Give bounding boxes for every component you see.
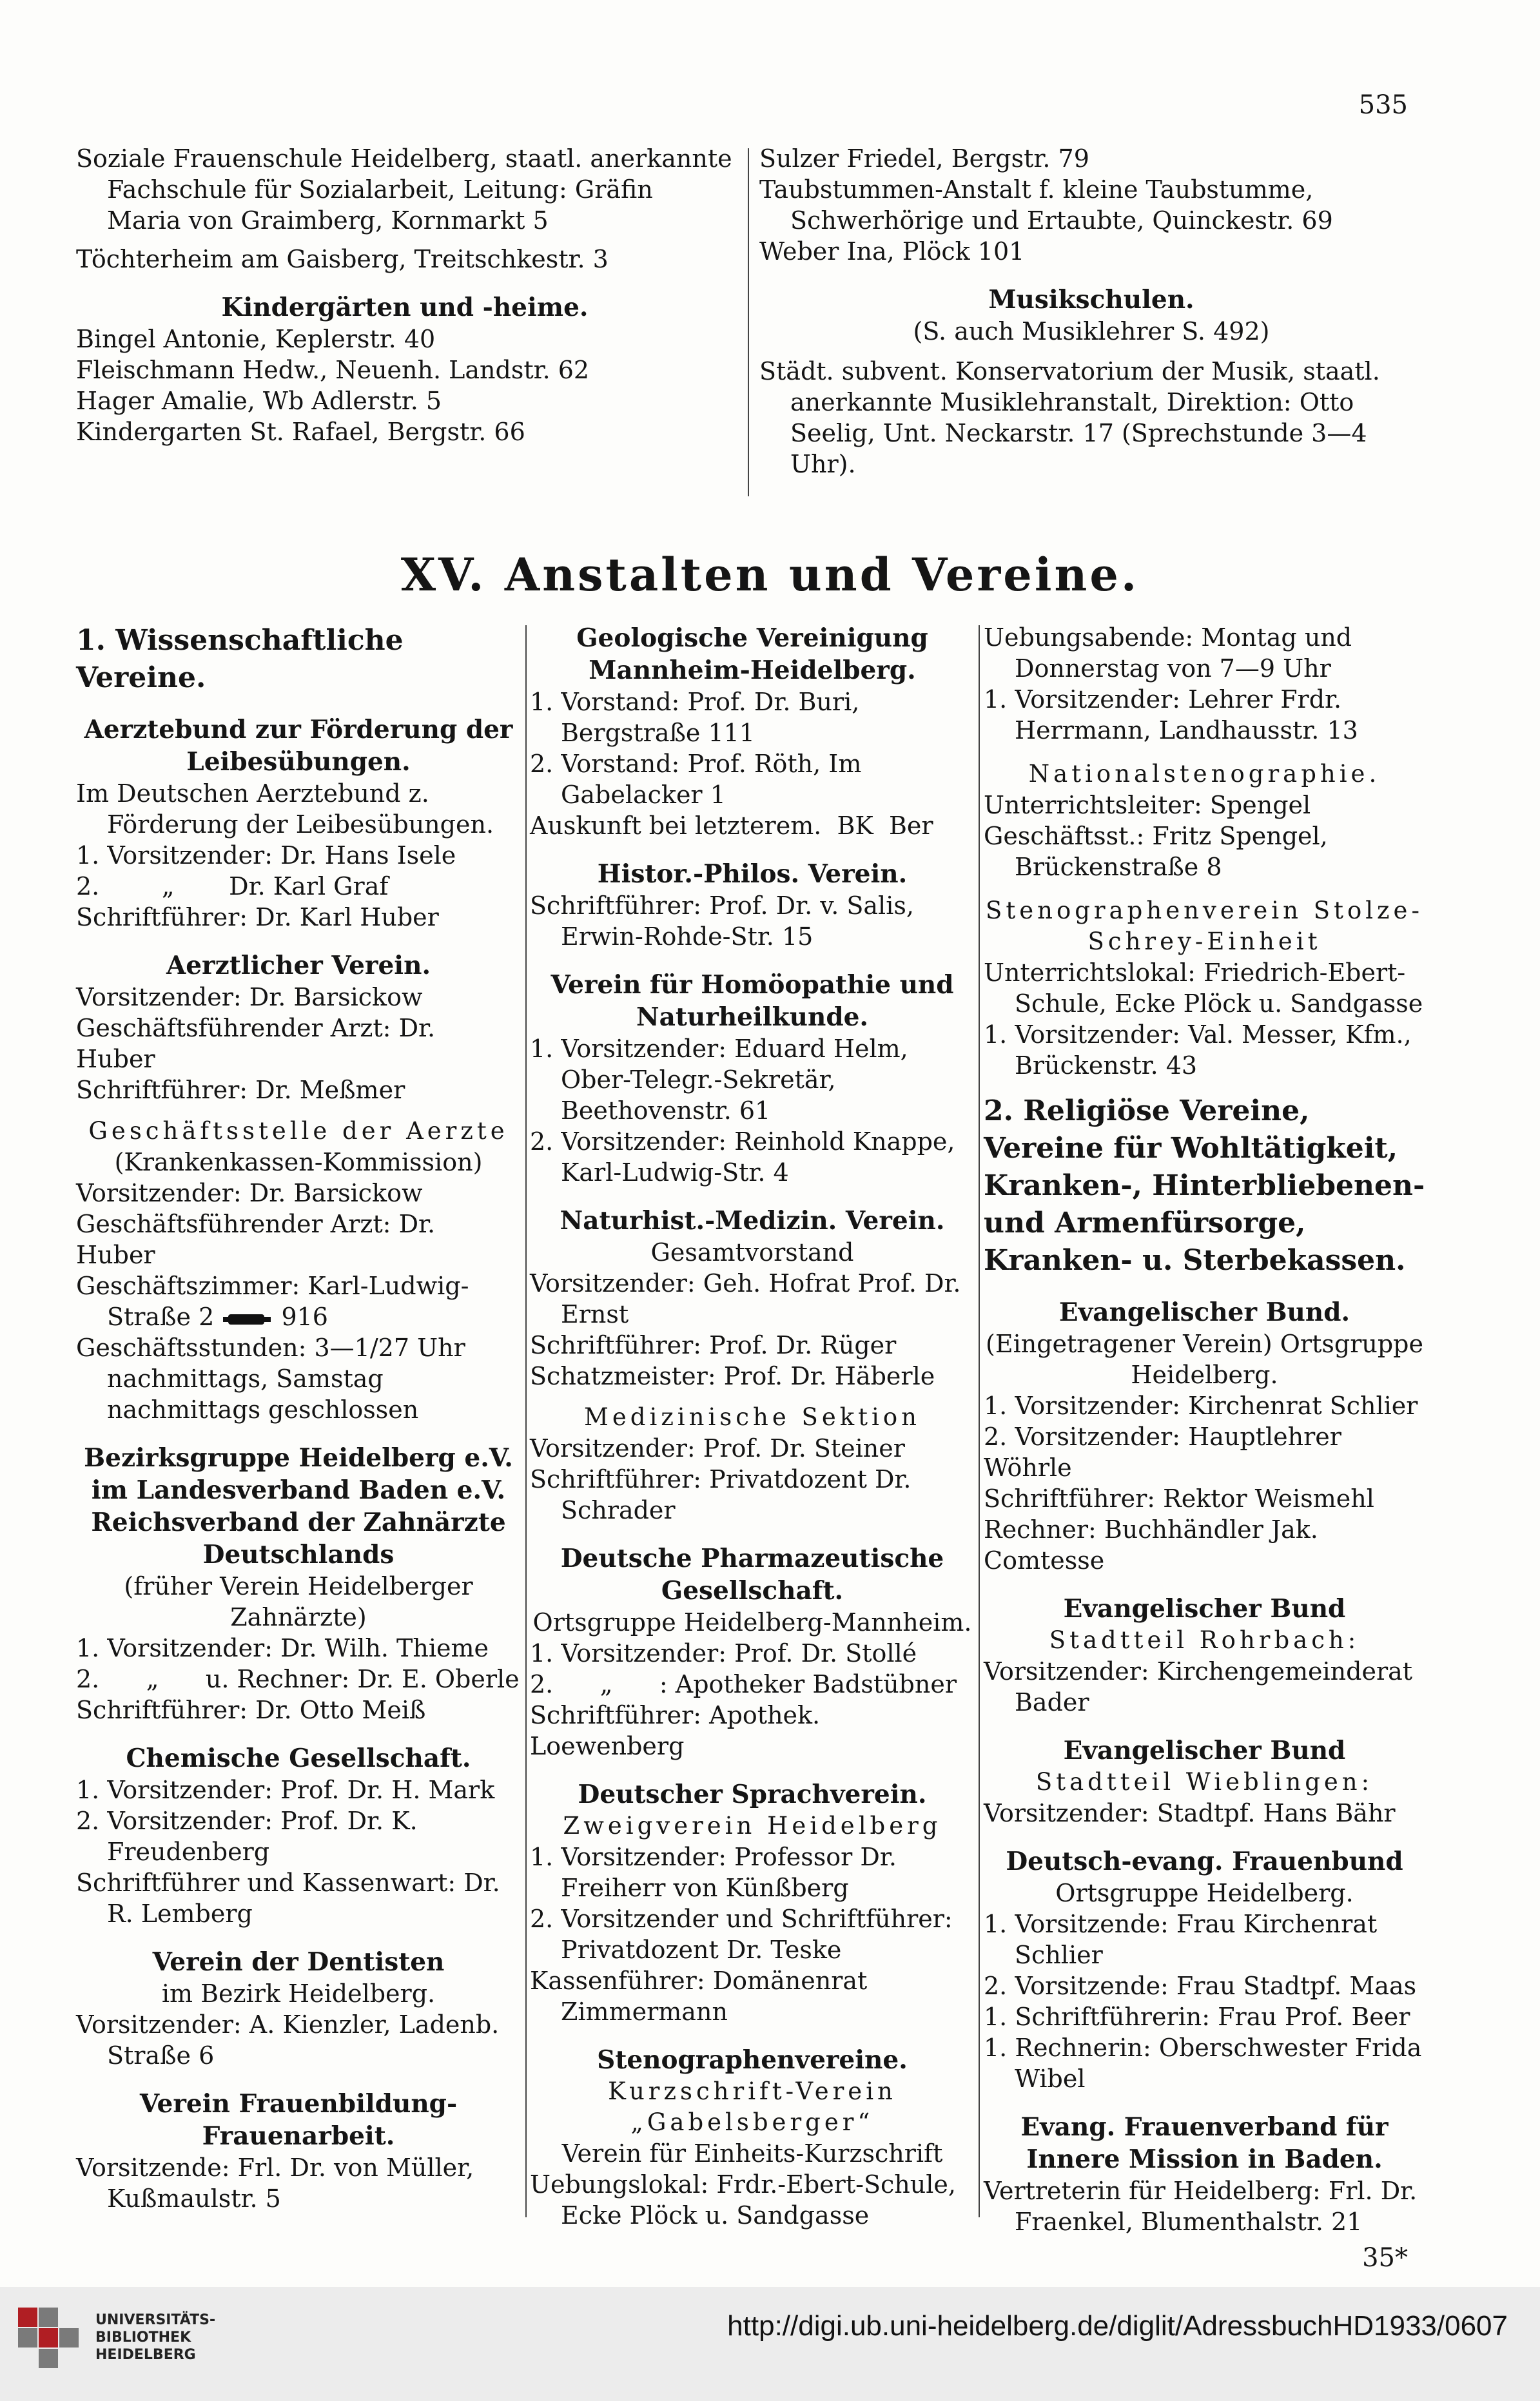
subsection-title: 2. Religiöse Vereine, Vereine für Wohltätigkeit, Kranken-, Hinterbliebenen- und Armenfürsorge, Kranken- u. Sterbekassen.	[984, 1094, 1425, 1277]
entry: Vorsitzender: Kirchengemeinderat Bader	[984, 1657, 1413, 1716]
entry: Im Deutschen Aerztebund z. Förderung der Leibesübungen.	[76, 779, 494, 839]
subheading: Stadtteil Rohrbach:	[1049, 1626, 1360, 1654]
source-url-link[interactable]: http://digi.ub.uni-heidelberg.de/diglit/AdressbuchHD1933/0607	[727, 2310, 1508, 2342]
footer-bar	[0, 2287, 1540, 2401]
column-rule	[525, 625, 527, 2217]
subheading: (früher Verein Heidelberger Zahnärzte)	[124, 1572, 473, 1631]
heading: Medizinische Sektion	[584, 1403, 921, 1431]
subsection-title: 1. Wissenschaftliche Vereine.	[76, 624, 404, 694]
entry: 2. Vorsitzende: Frau Stadtpf. Maas	[984, 1972, 1417, 2000]
column-1	[76, 622, 521, 2214]
heading: Evangelischer Bund	[1063, 1736, 1346, 1765]
entry: Schriftführer und Kassenwart: Dr. R. Lemberg	[76, 1869, 500, 1928]
entry: 1. Vorsitzender: Professor Dr. Freiherr von Künßberg	[530, 1843, 897, 1902]
page-number: 535	[1358, 90, 1408, 120]
entry: Vertreterin für Heidelberg: Frl. Dr. Fraenkel, Blumenthalstr. 21	[984, 2177, 1418, 2236]
column-3	[984, 622, 1425, 2237]
subheading: Kurzschrift-Verein „Gabelsberger“	[608, 2077, 897, 2136]
entry: 1. Rechnerin: Oberschwester Frida Wibel	[984, 2034, 1422, 2093]
heading: Nationalstenographie.	[1028, 760, 1381, 788]
heading: Deutscher Sprachverein.	[578, 1780, 927, 1809]
entry: 1. Vorsitzender: Dr. Hans Isele	[76, 841, 456, 870]
entry: 1. Schriftführerin: Frau Prof. Beer	[984, 2003, 1410, 2031]
heading: Stenographenverein Stolze-Schrey-Einheit	[986, 897, 1423, 955]
heading: Verein der Dentisten	[152, 1947, 445, 1977]
entry: 1. Vorsitzender: Kirchenrat Schlier	[984, 1392, 1418, 1420]
entry: 1. Vorsitzender: Prof. Dr. Stollé	[530, 1639, 917, 1667]
entry: 2. Vorsitzender und Schriftführer: Privatdozent Dr. Teske	[530, 1905, 953, 1964]
heading: Naturhist.-Medizin. Verein.	[560, 1206, 945, 1236]
heading: Evang. Frauenverband für Innere Mission in Baden.	[1020, 2112, 1389, 2174]
heading: Geschäftsstelle der Aerzte	[88, 1117, 509, 1145]
heading: Aerztebund zur Förderung der Leibesübungen.	[84, 715, 513, 777]
library-line: UNIVERSITÄTS-	[95, 2312, 216, 2328]
entry: 1. Vorsitzender: Val. Messer, Kfm., Brückenstr. 43	[984, 1020, 1412, 1080]
entry: Geschäftsführender Arzt: Dr. Huber	[76, 1014, 436, 1073]
entry: Uebungsabende: Montag und Donnerstag von 7—9 Uhr	[984, 623, 1352, 683]
entry: Hager Amalie, Wb Adlerstr. 5	[76, 387, 442, 415]
library-line: BIBLIOTHEK	[95, 2329, 191, 2346]
entry: 2. „ Dr. Karl Graf	[76, 872, 389, 900]
entry: Töchterheim am Gaisberg, Treitschkestr. 3	[76, 245, 609, 273]
column-2	[530, 622, 975, 2231]
entry: Vorsitzender: Prof. Dr. Steiner	[530, 1434, 905, 1463]
library-logo-icon	[13, 2302, 84, 2373]
heading-musikschulen: Musikschulen.	[988, 285, 1194, 315]
library-name	[95, 2311, 215, 2364]
entry: Vorsitzender: Geh. Hofrat Prof. Dr. Ernst	[530, 1269, 961, 1328]
entry: Verein für Einheits-Kurzschrift	[561, 2139, 943, 2168]
entry: Schriftführer: Prof. Dr. Rüger	[530, 1331, 897, 1359]
entry: Weber Ina, Plöck 101	[759, 237, 1025, 266]
subheading: im Bezirk Heidelberg.	[161, 1979, 436, 2008]
entry: Schriftführer: Apothek. Loewenberg	[530, 1701, 821, 1760]
heading: Evangelischer Bund	[1063, 1594, 1346, 1624]
heading: Geologische Vereinigung Mannheim-Heidelberg.	[576, 623, 928, 685]
entry: 2. Vorsitzender: Hauptlehrer Wöhrle	[984, 1423, 1341, 1482]
entry: 2. Vorsitzender: Prof. Dr. K. Freudenberg	[76, 1807, 418, 1866]
entry: 1. Vorsitzender: Prof. Dr. H. Mark	[76, 1776, 495, 1804]
entry	[76, 1270, 521, 1332]
entry: Kassenführer: Domänenrat Zimmermann	[530, 1967, 868, 2026]
entry: Sulzer Friedel, Bergstr. 79	[759, 144, 1089, 173]
address: Geschäftszimmer: Karl-Ludwig-Straße 2	[76, 1272, 469, 1331]
entry: Vorsitzender: Dr. Barsickow	[76, 1179, 423, 1207]
entry: 1. Vorstand: Prof. Dr. Buri, Bergstraße 111	[530, 688, 860, 747]
entry: Schriftführer: Rektor Weismehl	[984, 1484, 1374, 1513]
entry: Städt. subvent. Konservatorium der Musik, staatl. anerkannte Musiklehranstalt, Direktion: Otto Seelig, Unt. Neckarstr. 17 (Sprechstunde 3—4 Uhr).	[759, 357, 1380, 478]
entry: Geschäftsführender Arzt: Dr. Huber	[76, 1210, 436, 1269]
column-rule	[979, 625, 980, 2217]
entry: Taubstummen-Anstalt f. kleine Taubstumme, Schwerhörige und Ertaubte, Quinckestr. 69	[759, 175, 1333, 235]
entry: Auskunft bei letzterem. BK Ber	[530, 812, 933, 840]
phone-number: 916	[281, 1303, 328, 1331]
subheading: Zweigverein Heidelberg	[563, 1812, 942, 1840]
entry: 2. Vorsitzender: Reinhold Knappe, Karl-Ludwig-Str. 4	[530, 1127, 955, 1187]
telephone-icon	[222, 1310, 273, 1328]
subheading: Ortsgruppe Heidelberg.	[1055, 1879, 1354, 1907]
heading: Evangelischer Bund.	[1058, 1298, 1350, 1327]
entry: 2. Vorstand: Prof. Röth, Im Gabelacker 1	[530, 750, 862, 809]
heading: Bezirksgruppe Heidelberg e.V. im Landesverband Baden e.V. Reichsverband der Zahnärzte Deutschlands	[84, 1443, 513, 1570]
heading: Verein für Homöopathie und Naturheilkunde.	[551, 970, 954, 1032]
subheading: Stadtteil Wieblingen:	[1035, 1768, 1374, 1796]
entry: Unterrichtsleiter: Spengel	[984, 791, 1311, 819]
heading-kindergarten: Kindergärten und -heime.	[221, 293, 589, 322]
note: (S. auch Musiklehrer S. 492)	[913, 317, 1270, 345]
entry: Schriftführer: Privatdozent Dr. Schrader	[530, 1465, 911, 1524]
entry: 1. Vorsitzender: Dr. Wilh. Thieme	[76, 1634, 489, 1662]
subheading: (Krankenkassen-Kommission)	[114, 1148, 483, 1176]
heading: Aerztlicher Verein.	[166, 951, 431, 980]
entry: 1. Vorsitzender: Eduard Helm, Ober-Telegr.-Sekretär, Beethovenstr. 61	[530, 1035, 908, 1125]
entry: Fleischmann Hedw., Neuenh. Landstr. 62	[76, 356, 590, 384]
heading: Deutsche Pharmazeutische Gesellschaft.	[560, 1544, 944, 1606]
entry: Geschäftsstunden: 3—1/27 Uhr nachmittags, Samstag nachmittags geschlossen	[76, 1334, 465, 1424]
entry: Schatzmeister: Prof. Dr. Häberle	[530, 1362, 935, 1390]
entry: Geschäftsst.: Fritz Spengel, Brückenstraße 8	[984, 822, 1328, 881]
subheading: (Eingetragener Verein) Ortsgruppe Heidelberg.	[986, 1330, 1423, 1389]
entry: Bingel Antonie, Keplerstr. 40	[76, 325, 436, 353]
entry: Uebungslokal: Frdr.-Ebert-Schule, Ecke Plöck u. Sandgasse	[530, 2170, 956, 2230]
entry: Kindergarten St. Rafael, Bergstr. 66	[76, 418, 525, 446]
entry: Schriftführer: Dr. Otto Meiß	[76, 1696, 426, 1724]
top-left-column	[76, 143, 734, 447]
section-title: XV. Anstalten und Vereine.	[400, 548, 1140, 601]
library-line: HEIDELBERG	[95, 2347, 196, 2363]
entry: Vorsitzende: Frl. Dr. von Müller, Kußmaulstr. 5	[76, 2153, 474, 2213]
heading: Deutsch-evang. Frauenbund	[1006, 1847, 1403, 1876]
heading: Stenographenvereine.	[597, 2045, 908, 2075]
entry: Vorsitzender: Dr. Barsickow	[76, 983, 423, 1011]
subheading: Ortsgruppe Heidelberg-Mannheim.	[532, 1608, 972, 1637]
heading: Histor.-Philos. Verein.	[597, 859, 908, 889]
entry: 2. „ : Apotheker Badstübner	[530, 1670, 957, 1698]
signature-mark: 35*	[1362, 2243, 1408, 2273]
subheading: Gesamtvorstand	[650, 1238, 854, 1267]
entry: Unterrichtslokal: Friedrich-Ebert-Schule, Ecke Plöck u. Sandgasse	[984, 958, 1423, 1018]
column-rule	[748, 148, 749, 496]
entry: Soziale Frauenschule Heidelberg, staatl. anerkannte Fachschule für Sozialarbeit, Leitung: Gräfin Maria von Graimberg, Kornmarkt 5	[76, 144, 732, 235]
entry: 2. „ u. Rechner: Dr. E. Oberle	[76, 1665, 520, 1693]
entry: Schriftführer: Dr. Karl Huber	[76, 903, 439, 931]
top-right-column	[759, 143, 1423, 480]
entry: Rechner: Buchhändler Jak. Comtesse	[984, 1515, 1318, 1575]
heading: Verein Frauenbildung-Frauenarbeit.	[139, 2089, 458, 2151]
entry: Vorsitzender: Stadtpf. Hans Bähr	[984, 1799, 1396, 1827]
entry: 1. Vorsitzender: Lehrer Frdr. Herrmann, Landhausstr. 13	[984, 685, 1358, 744]
heading: Chemische Gesellschaft.	[126, 1744, 471, 1773]
entry: Schriftführer: Prof. Dr. v. Salis, Erwin-Rohde-Str. 15	[530, 891, 914, 951]
entry: Schriftführer: Dr. Meßmer	[76, 1076, 405, 1104]
entry: 1. Vorsitzende: Frau Kirchenrat Schlier	[984, 1910, 1378, 1969]
entry: Vorsitzender: A. Kienzler, Ladenb. Straße 6	[76, 2010, 500, 2070]
